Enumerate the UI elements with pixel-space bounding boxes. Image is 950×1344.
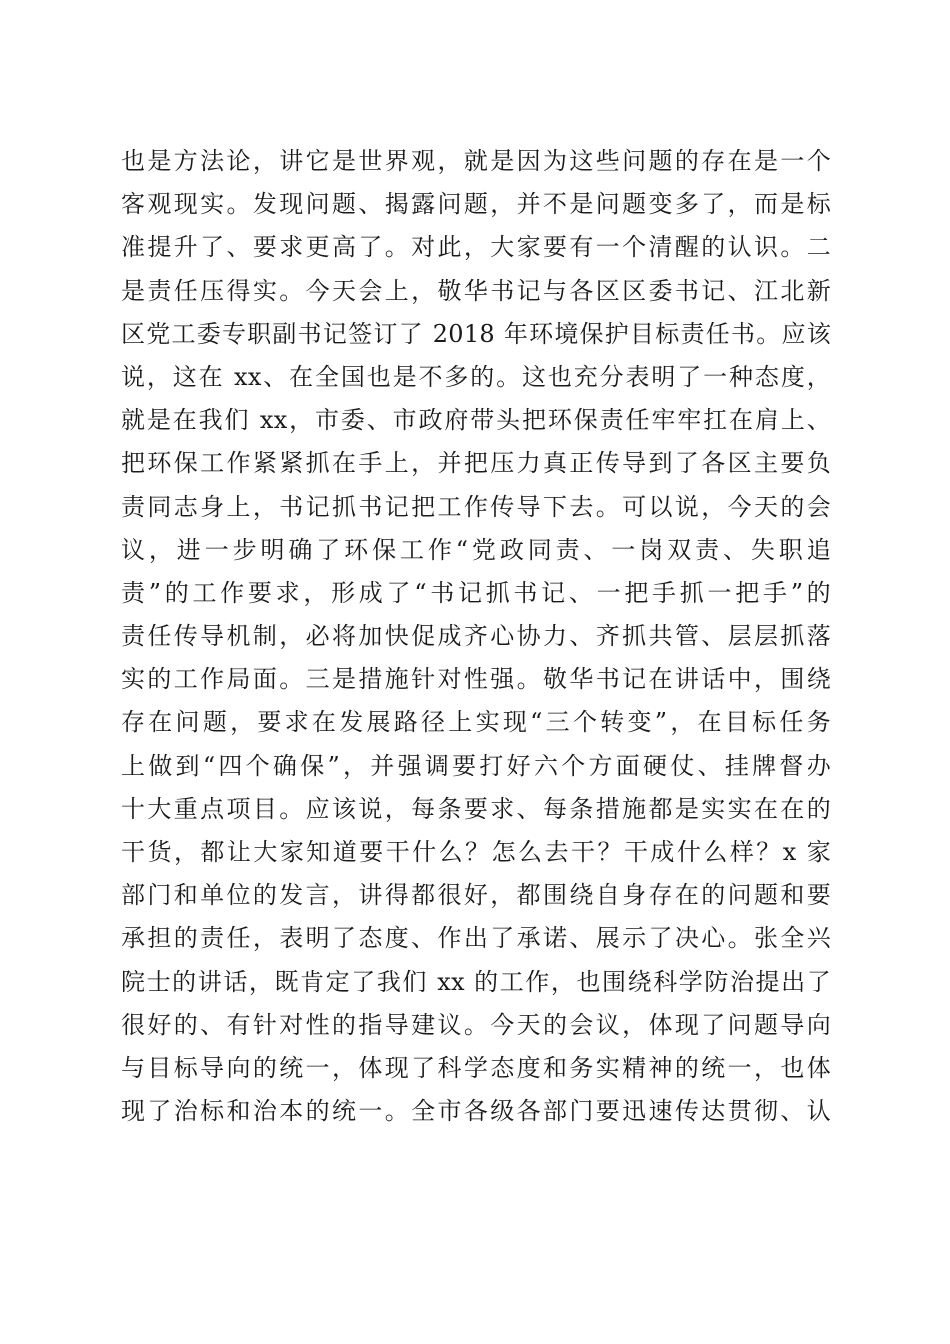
text-line: 责”的工作要求，形成了“书记抓书记、一把手抓一把手”的 xyxy=(121,578,831,607)
text-line: 干货，都让大家知道要干什么？怎么去干？干成什么样？x 家 xyxy=(121,838,831,866)
text-line: 院士的讲话，既肯定了我们 xx 的工作，也围绕科学防治提出了 xyxy=(121,967,831,996)
text-line: 就是在我们 xx，市委、市政府带头把环保责任牢牢扛在肩上、 xyxy=(121,406,831,435)
text-line: 承担的责任，表明了态度、作出了承诺、展示了决心。张全兴 xyxy=(121,924,831,953)
text-line: 很好的、有针对性的指导建议。今天的会议，体现了问题导向 xyxy=(121,1010,831,1039)
text-line: 议，进一步明确了环保工作“党政同责、一岗双责、失职追 xyxy=(121,535,831,564)
text-line: 客观现实。发现问题、揭露问题，并不是问题变多了，而是标 xyxy=(121,190,831,219)
body-text xyxy=(121,140,831,1133)
text-line: 与目标导向的统一，体现了科学态度和务实精神的统一，也体 xyxy=(121,1053,831,1082)
text-line: 责同志身上，书记抓书记把工作传导下去。可以说，今天的会 xyxy=(121,492,831,521)
text-line: 责任传导机制，必将加快促成齐心协力、齐抓共管、层层抓落 xyxy=(121,622,831,651)
text-line: 上做到“四个确保”，并强调要打好六个方面硬仗、挂牌督办 xyxy=(121,751,831,780)
text-line: 现了治标和治本的统一。全市各级各部门要迅速传达贯彻、认 xyxy=(121,1097,831,1126)
text-line: 说，这在 xx、在全国也是不多的。这也充分表明了一种态度， xyxy=(121,362,831,391)
text-line: 存在问题，要求在发展路径上实现“三个转变”，在目标任务 xyxy=(121,708,831,737)
text-line: 区党工委专职副书记签订了 2018 年环境保护目标责任书。应该 xyxy=(121,319,831,348)
text-line: 把环保工作紧紧抓在手上，并把压力真正传导到了各区主要负 xyxy=(121,449,831,478)
text-line: 实的工作局面。三是措施针对性强。敬华书记在讲话中，围绕 xyxy=(121,665,831,694)
text-line: 十大重点项目。应该说，每条要求、每条措施都是实实在在的 xyxy=(121,794,831,823)
text-line: 准提升了、要求更高了。对此，大家要有一个清醒的认识。二 xyxy=(121,233,831,262)
text-line: 也是方法论，讲它是世界观，就是因为这些问题的存在是一个 xyxy=(121,147,831,175)
text-line: 部门和单位的发言，讲得都很好，都围绕自身存在的问题和要 xyxy=(121,881,831,910)
text-line: 是责任压得实。今天会上，敬华书记与各区区委书记、江北新 xyxy=(121,276,831,305)
